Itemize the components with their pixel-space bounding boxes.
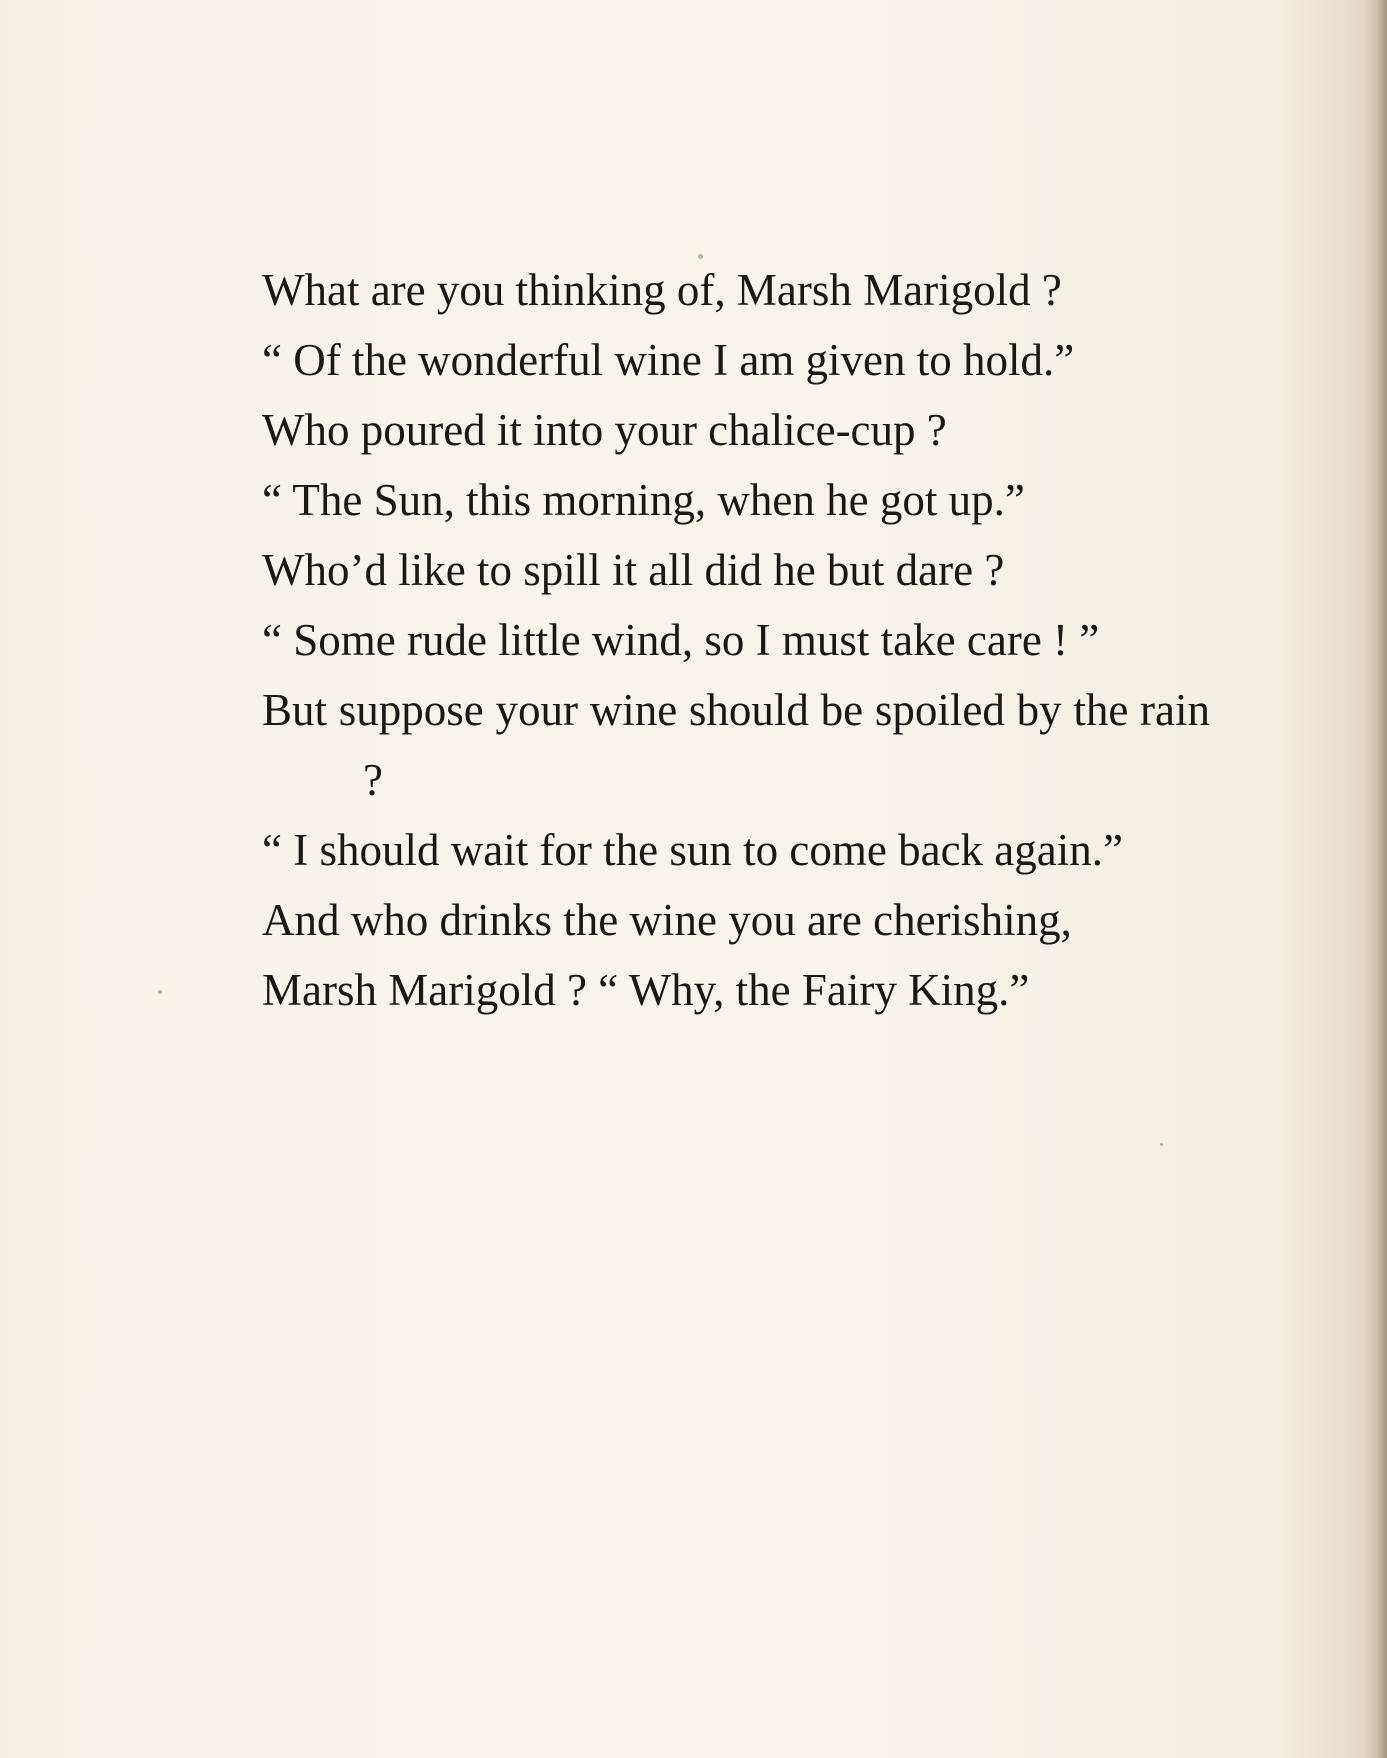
poem-line-6: “ Some rude little wind, so I must take care ! ” [262, 615, 1100, 665]
paper-speck [158, 990, 162, 994]
paper-speck [1160, 1143, 1163, 1146]
poem-line-4: “ The Sun, this morning, when he got up.” [262, 475, 1025, 525]
poem-line-10: Marsh Marigold ? “ Why, the Fairy King.” [262, 965, 1030, 1015]
poem-line-8: “ I should wait for the sun to come back again.” [262, 825, 1123, 875]
poem-line-5: Who’d like to spill it all did he but dare ? [262, 545, 1005, 595]
poem-line-3: Who poured it into your chalice-cup ? [262, 405, 947, 455]
poem-text [262, 255, 1210, 1025]
poem-line-1: What are you thinking of, Marsh Marigold ? [262, 265, 1062, 315]
poem-line-9: And who drinks the wine you are cherishing, [262, 895, 1072, 945]
poem-line-2: “ Of the wonderful wine I am given to hold.” [262, 335, 1075, 385]
page-edge-shadow [1365, 0, 1387, 1758]
poem-line-7: But suppose your wine should be spoiled by the rain ? [262, 685, 1210, 805]
